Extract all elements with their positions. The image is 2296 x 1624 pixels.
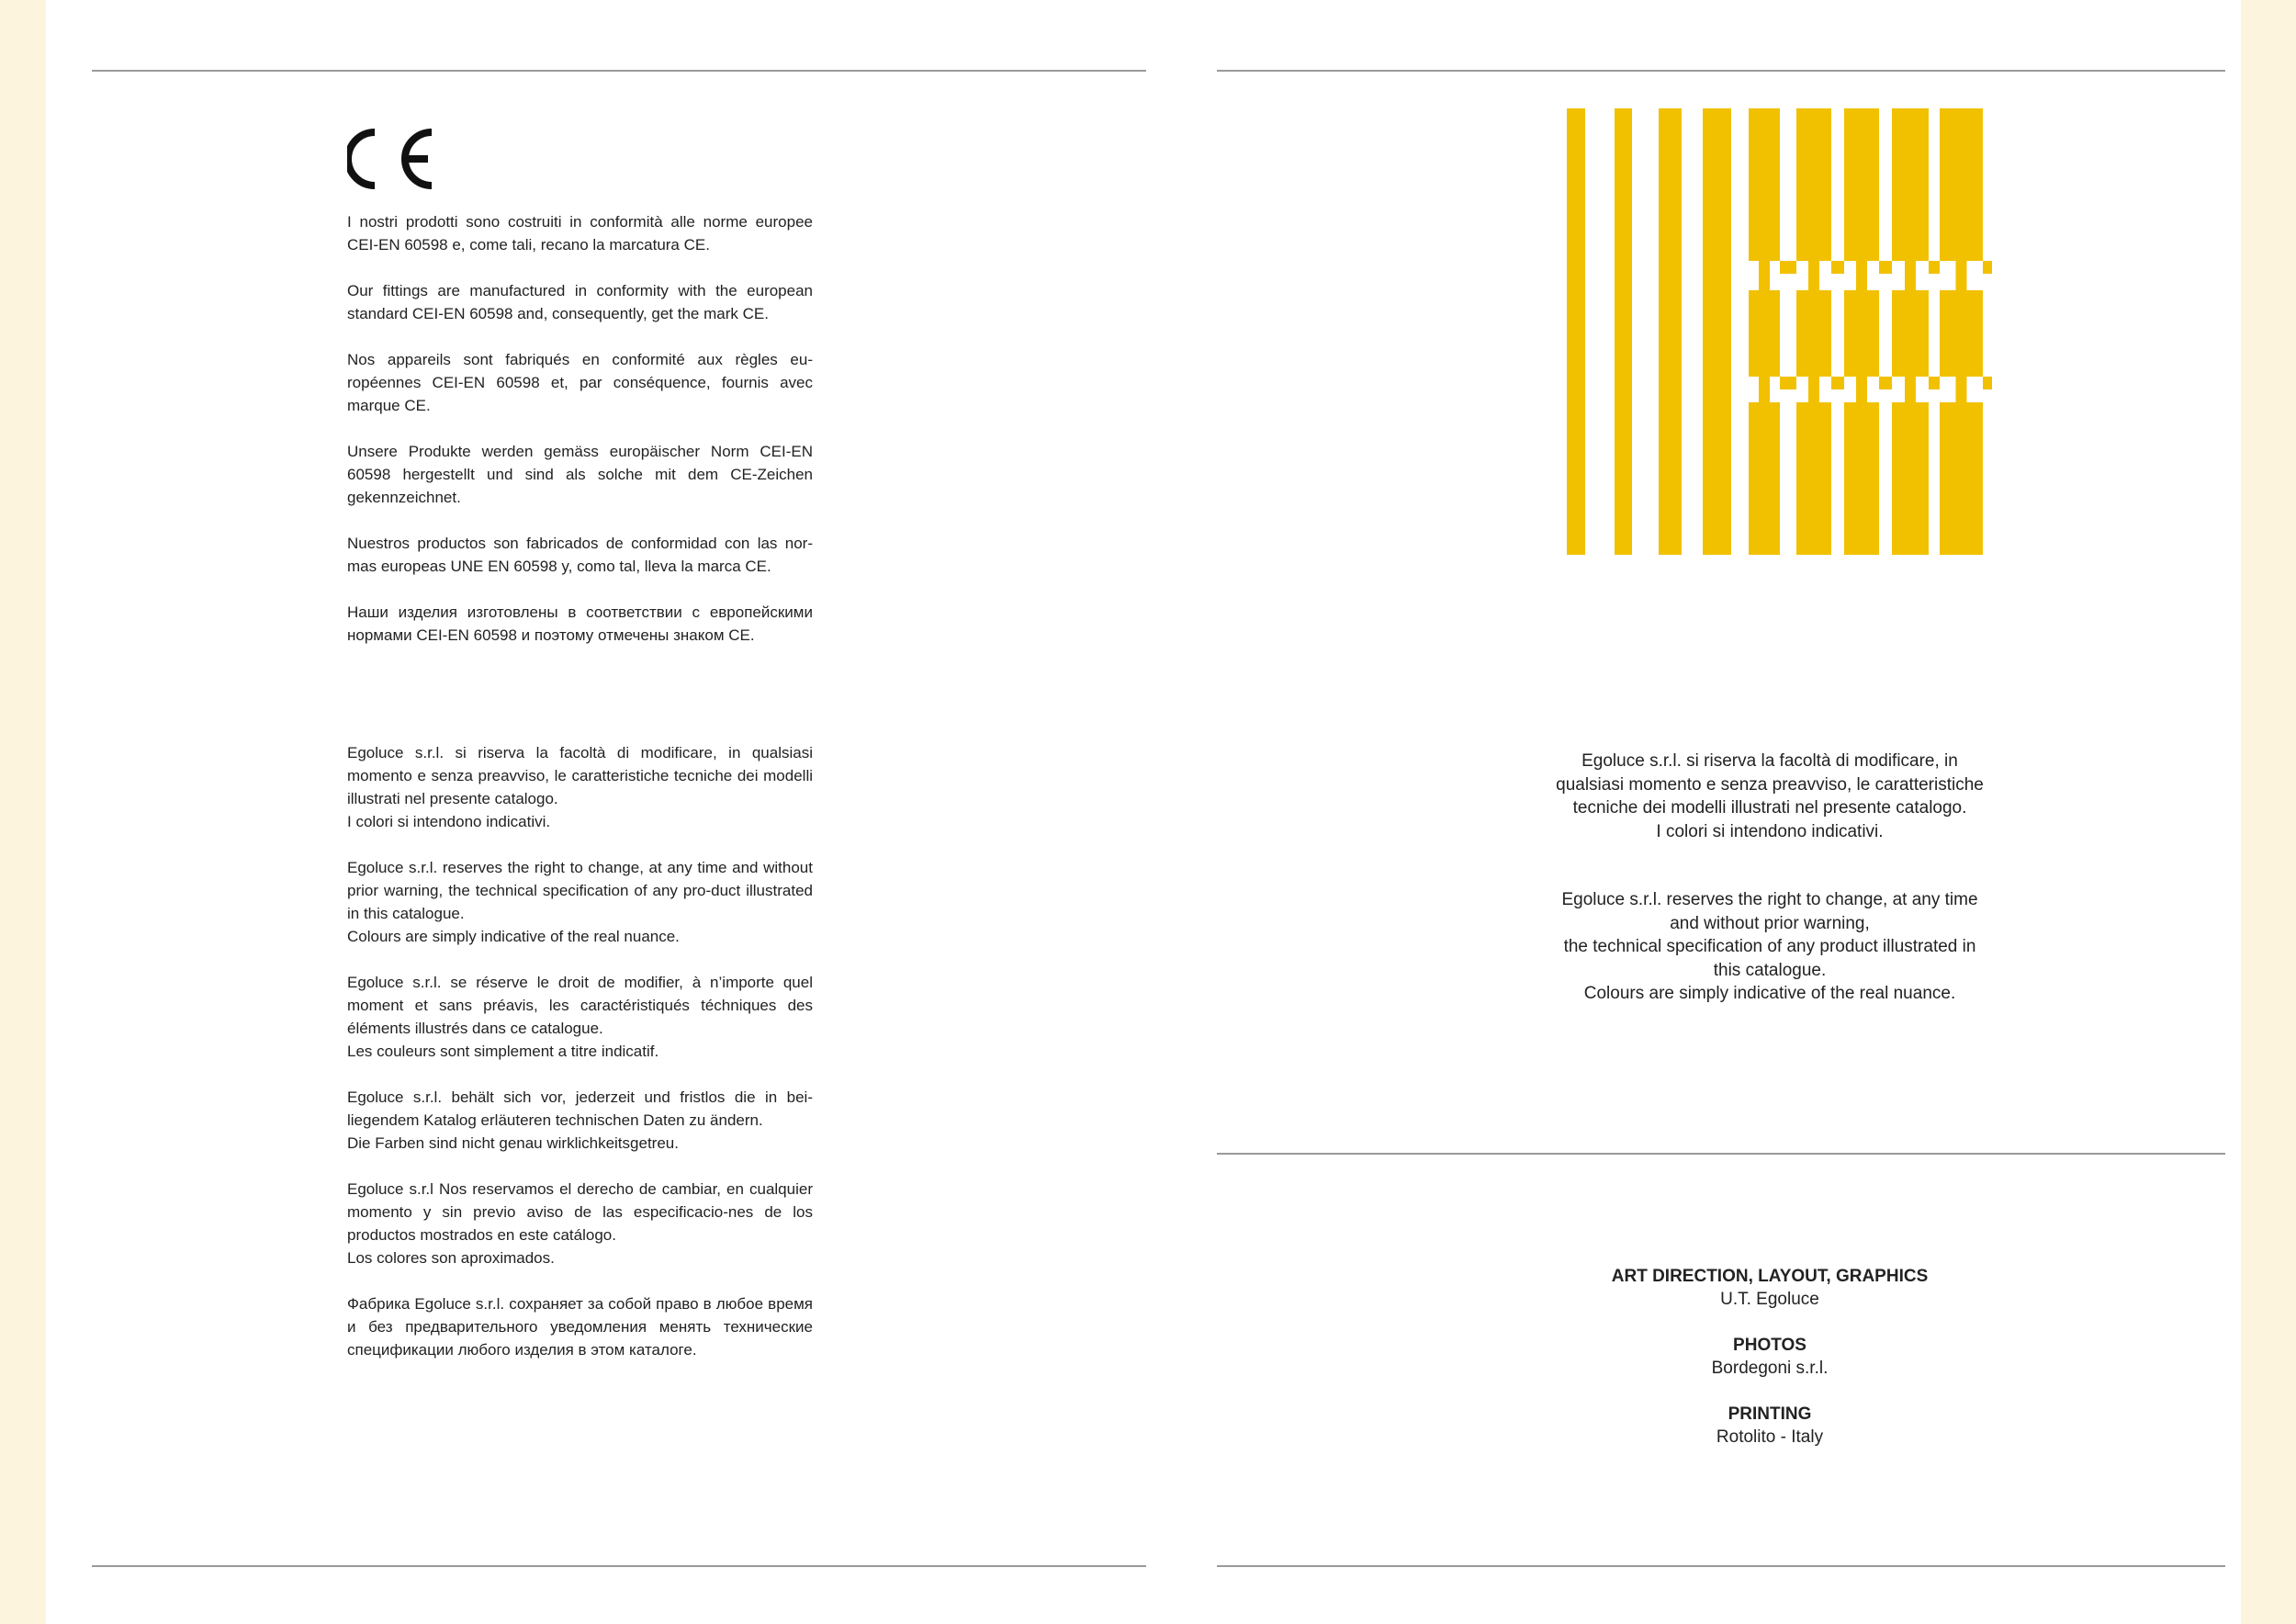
left-bottom-rule — [92, 1565, 1146, 1567]
right-notice-en-text: Egoluce s.r.l. reserves the right to change, at any time and without prior warning, the technical specification of any product illustrated in this catalogue. Colours are simply indicative of the real nuance. — [1561, 890, 1978, 1003]
logo-tab-bottom-1 — [1780, 377, 1796, 389]
ce-paragraph-es: Nuestros productos son fabricados de conformidad con las nor-mas europeas UNE EN 60598 y, como tal, lleva la marca CE. — [347, 535, 813, 575]
logo-segment-2-1 — [1796, 108, 1831, 261]
logo-connector-3-b — [1856, 377, 1867, 402]
logo-tab-top-4 — [1929, 261, 1940, 274]
left-top-rule — [92, 70, 1146, 72]
credit-photos — [1485, 1334, 2054, 1380]
logo-segment-3-2 — [1844, 290, 1879, 377]
right-middle-rule — [1217, 1153, 2225, 1155]
credit-title: PRINTING — [1728, 1404, 1812, 1424]
logo-tab-bottom-3 — [1879, 377, 1892, 389]
logo-segment-2-3 — [1796, 402, 1831, 555]
logo-segment-1-2 — [1749, 290, 1780, 377]
notice-paragraph-it: Egoluce s.r.l. si riserva la facoltà di modificare, in qualsiasi momento e senza preavviso, le caratteristiche tecniche dei modelli illustrati nel presente catalogo. I colori si intendono indicativi. — [347, 744, 813, 830]
logo-segment-3-3 — [1844, 402, 1879, 555]
credit-title: PHOTOS — [1733, 1336, 1806, 1355]
notice-paragraph-ru: Фабрика Egoluce s.r.l. сохраняет за собой право в любое время и без предварительного уведомления менять технические спецификации любого изделия в этом каталоге. — [347, 1295, 813, 1359]
logo-tab-top-2 — [1831, 261, 1844, 274]
logo-segment-5-2 — [1940, 290, 1983, 377]
logo-connector-3-a — [1856, 261, 1867, 290]
logo-segment-4-3 — [1892, 402, 1929, 555]
notice-paragraph-es: Egoluce s.r.l Nos reservamos el derecho de cambiar, en cualquier momento y sin previo aviso de las especificacio-nes de los productos mostrados en este catálogo. Los colores son aproximados. — [347, 1180, 813, 1267]
credit-value: U.T. Egoluce — [1720, 1290, 1819, 1309]
logo-segment-2-2 — [1796, 290, 1831, 377]
logo-segment-1-1 — [1749, 108, 1780, 261]
logo-connector-4-b — [1905, 377, 1916, 402]
logo-tab-bottom-5 — [1983, 377, 1992, 389]
logo-connector-1-a — [1759, 261, 1770, 290]
notice-paragraph-fr: Egoluce s.r.l. se réserve le droit de modifier, à n’importe quel moment et sans préavis, les caractéristiqués téchniques des éléments illustrés dans ce catalogue. Les couleurs sont simplement a titre indicatif. — [347, 974, 813, 1060]
logo-segment-3-1 — [1844, 108, 1879, 261]
logo-segment-5-3 — [1940, 402, 1983, 555]
logo-connector-1-b — [1759, 377, 1770, 402]
credit-value: Bordegoni s.r.l. — [1711, 1359, 1829, 1378]
ce-paragraph-ru: Наши изделия изготовлены в соответствии с европейскими нормами CEI-EN 60598 и поэтому отмечены знаком CE. — [347, 603, 813, 644]
ce-paragraph-en: Our fittings are manufactured in conformity with the european standard CEI-EN 60598 and, consequently, get the mark CE. — [347, 282, 813, 322]
logo-connector-5-b — [1956, 377, 1967, 402]
logo-tab-bottom-4 — [1929, 377, 1940, 389]
logo-tab-top-3 — [1879, 261, 1892, 274]
modification-notice-text — [347, 741, 813, 1384]
credits-block — [1485, 1265, 2054, 1472]
logo-tab-top-5 — [1983, 261, 1992, 274]
logo-connector-5-a — [1956, 261, 1967, 290]
right-notice-en — [1485, 888, 2054, 1006]
logo-segment-4-1 — [1892, 108, 1929, 261]
egoluce-bars-logo-icon — [1515, 103, 1993, 562]
logo-tab-bottom-2 — [1831, 377, 1844, 389]
credit-art-direction — [1485, 1265, 2054, 1311]
logo-bar-2 — [1615, 108, 1632, 555]
logo-segment-5-1 — [1940, 108, 1983, 261]
ce-mark-icon — [347, 129, 435, 189]
logo-connector-2-b — [1808, 377, 1819, 402]
logo-connector-4-a — [1905, 261, 1916, 290]
notice-paragraph-en: Egoluce s.r.l. reserves the right to change, at any time and without prior warning, the technical specification of any pro-duct illustrated in this catalogue. Colours are simply indicative of the real nuance. — [347, 859, 813, 945]
ce-paragraph-it: I nostri prodotti sono costruiti in conformità alle norme europee CEI-EN 60598 e, come tali, recano la marcatura CE. — [347, 213, 813, 254]
logo-bar-1 — [1567, 108, 1585, 555]
right-notice-it — [1485, 750, 2054, 843]
logo-connector-2-a — [1808, 261, 1819, 290]
logo-bar-3 — [1659, 108, 1682, 555]
credit-printing — [1485, 1403, 2054, 1449]
right-notice-it-text: Egoluce s.r.l. si riserva la facoltà di modificare, in qualsiasi momento e senza preavviso, le caratteristiche tecniche dei modelli illustrati nel presente catalogo. I colori si intendono indicativi. — [1556, 751, 1984, 841]
catalogue-spread — [46, 0, 2241, 1624]
ce-conformity-text — [347, 210, 813, 670]
ce-paragraph-de: Unsere Produkte werden gemäss europäischer Norm CEI-EN 60598 hergestellt und sind als solche mit dem CE-Zeichen gekennzeichnet. — [347, 443, 813, 506]
logo-segment-1-3 — [1749, 402, 1780, 555]
logo-segment-4-2 — [1892, 290, 1929, 377]
logo-tab-top-1 — [1780, 261, 1796, 274]
right-bottom-rule — [1217, 1565, 2225, 1567]
ce-paragraph-fr: Nos appareils sont fabriqués en conformité aux règles eu-ropéennes CEI-EN 60598 et, par conséquence, fournis avec marque CE. — [347, 351, 813, 414]
notice-paragraph-de: Egoluce s.r.l. behält sich vor, jederzeit und fristlos die in bei-liegendem Katalog erläuteren technischen Daten zu ändern. Die Farben sind nicht genau wirklichkeitsgetreu. — [347, 1088, 813, 1152]
credit-value: Rotolito - Italy — [1716, 1427, 1824, 1447]
right-top-rule — [1217, 70, 2225, 72]
credit-title: ART DIRECTION, LAYOUT, GRAPHICS — [1611, 1267, 1929, 1286]
logo-bar-4 — [1703, 108, 1731, 555]
